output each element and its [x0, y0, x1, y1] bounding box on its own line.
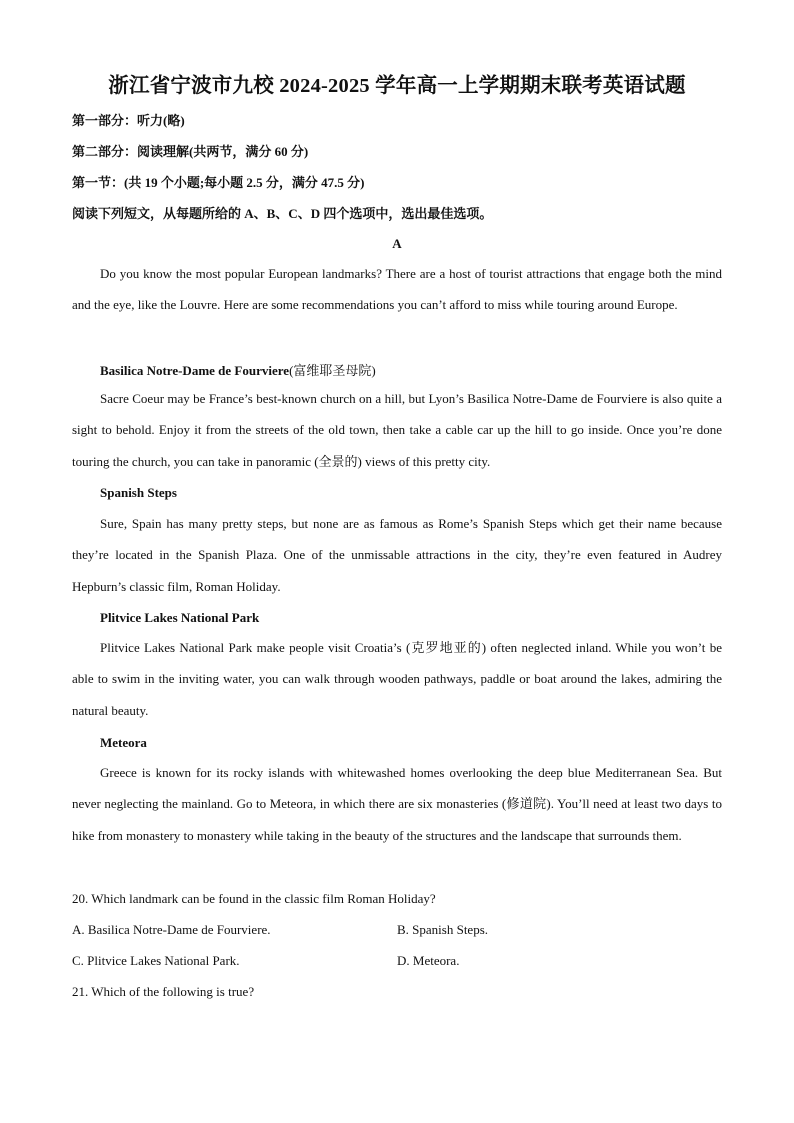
fourviere-paragraph	[72, 383, 722, 477]
intro-text: Do you know the most popular European landmarks? There are a host of tourist attractions that engage both the mind and the eye, like the Louvre. Here are some recommendations you can’t afford to miss while touring around Europe.	[72, 266, 722, 313]
question-21-stem: 21. Which of the following is true?	[72, 984, 255, 999]
part1-heading: 第一部分：听力(略)	[72, 113, 185, 128]
intro-paragraph	[72, 258, 722, 321]
meteora-paragraph	[72, 757, 722, 851]
question-20-option-a: A. Basilica Notre-Dame de Fourviere.	[72, 922, 271, 937]
passage-label: A	[392, 236, 402, 251]
section-heading-plitvice: Plitvice Lakes National Park	[100, 610, 260, 625]
question-20-stem: 20. Which landmark can be found in the classic film Roman Holiday?	[72, 891, 436, 906]
part2-heading: 第二部分：阅读理解(共两节，满分 60 分)	[72, 144, 309, 159]
section-heading-cn: (富维耶圣母院)	[289, 363, 376, 378]
question-20-option-d: D. Meteora.	[397, 953, 460, 968]
fourviere-text: Sacre Coeur may be France’s best-known church on a hill, but Lyon’s Basilica Notre-Dame de Fourviere is also quite a sight to behold. Enjoy it from the streets of the old town, then take a cable car up the hill to go inside. Once you’re done touring the church, you can take in panoramic (全景的) views of this pretty city.	[72, 391, 722, 469]
plitvice-paragraph	[72, 632, 722, 726]
question-20-option-c: C. Plitvice Lakes National Park.	[72, 953, 240, 968]
instructions: 阅读下列短文，从每题所给的 A、B、C、D 四个选项中，选出最佳选项。	[72, 206, 493, 221]
section-heading-spanish-steps: Spanish Steps	[100, 485, 177, 500]
meteora-text: Greece is known for its rocky islands with whitewashed homes overlooking the deep blue Mediterranean Sea. But never neglecting the mainland. Go to Meteora, in which there are six monasteries (修道院). You’ll need at least two days to hike from monastery to monastery while taking in the beauty of the structures and the landscape that surrounds them.	[72, 765, 722, 843]
spanish-steps-paragraph	[72, 508, 722, 602]
section1-heading: 第一节：(共 19 个小题;每小题 2.5 分，满分 47.5 分)	[72, 175, 365, 190]
question-20-option-b: B. Spanish Steps.	[397, 922, 489, 937]
plitvice-text: Plitvice Lakes National Park make people visit Croatia’s (克罗地亚的) often neglected inland. While you won’t be able to swim in the inviting water, you can walk through wooden pathways, paddle or boat around the lakes, admiring the natural beauty.	[72, 640, 722, 718]
section-heading-meteora: Meteora	[100, 735, 147, 750]
section-heading-fourviere	[100, 360, 376, 379]
spanish-steps-text: Sure, Spain has many pretty steps, but none are as famous as Rome’s Spanish Steps which get their name because they’re located in the Spanish Plaza. One of the unmissable attractions in the city, they’re even featured in Audrey Hepburn’s classic film, Roman Holiday.	[72, 516, 722, 594]
page-title: 浙江省宁波市九校 2024-2025 学年高一上学期期末联考英语试题	[108, 75, 686, 97]
section-heading-text: Basilica Notre-Dame de Fourviere	[100, 363, 290, 378]
